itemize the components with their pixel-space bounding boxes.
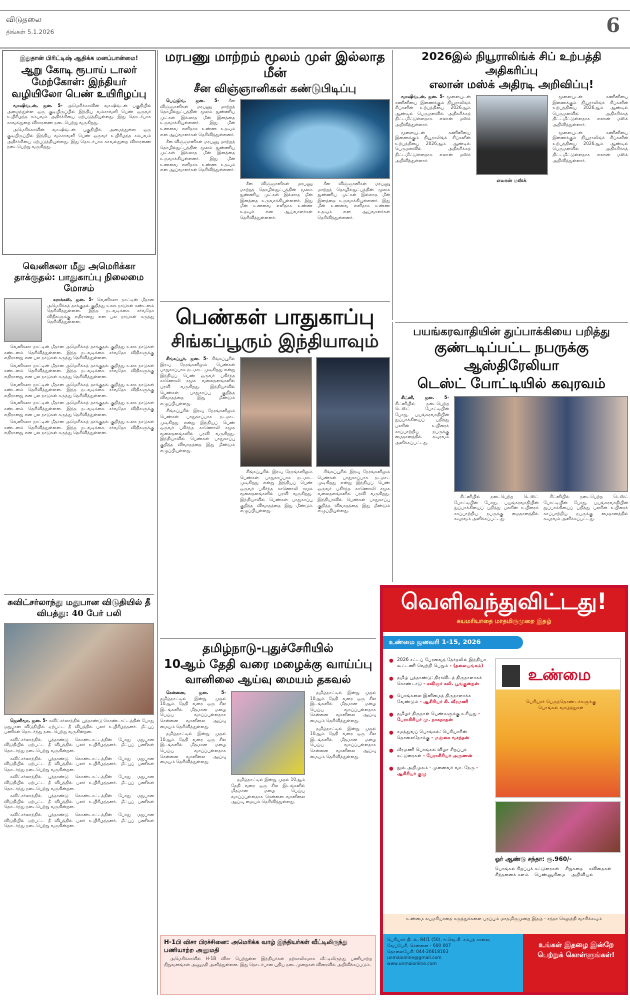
left-story-3-body-cont4: சுவிட்சர்லாந்தில் புத்தாண்டு கொண்டாட்டத்தின் போது மதுபான விடுதியில் ஏற்பட்ட தீ விபத்தில் பலர் உயிரிழந்தனர். மீட்புப் பணிகள் தொடர்ந்து நடைபெற்று வருகின்றன. — [4, 794, 154, 811]
ad-item: ● நூல் அறிமுகம் - முனைவர் வா. நேரு - ஆசிரியர் குழு — [389, 766, 489, 778]
center-bottom-body-cont: தமிழ்நாட்டில் இன்று முதல் 10ஆம் தேதி வரை ஒரு சில இடங்களில் மிதமான மழை பெய்ய வாய்ப்புள்ளதாக சென்னை வானிலை ஆய்வு மையம் தெரிவித்துள்ளது. — [160, 732, 226, 766]
ad-feature: பொங்கல் சிறப்புக் கட்டுரைகள் — [495, 867, 560, 872]
masthead — [0, 10, 630, 46]
left-story-2-body-cont3: வெனிசுலா நாட்டின் மீதான அமெரிக்கத் தாக்குதல் குறித்து உலக நாடுகள் கண்டனம் தெரிவித்துள்ளன. இந்த நடவடிக்கை சர்வதேச விதிகளுக்கு எதிரானது என பல நாடுகள் கருத்து தெரிவித்துள்ளன. — [4, 382, 154, 399]
right-mid-headline-2: டெஸ்ட் போட்டியில் கவுரவம் — [417, 376, 606, 392]
center-bottom-body-col2: தமிழ்நாட்டில் இன்று முதல் 10ஆம் தேதி வரை ஒரு சில இடங்களில் மிதமான மழை பெய்ய வாய்ப்புள்ளதாக சென்னை வானிலை ஆய்வு மையம் தெரிவித்துள்ளது. — [231, 778, 305, 806]
h1b-visa-body: அமெரிக்காவில் H-1B விசா பெற்றுள்ள இந்தியர்கள் தற்காலிகமாக வீட்டிலிருந்து பணியாற்ற நிறுவனங்கள் அனுமதி அளித்துள்ளன. இது தொடர்பான புதிய நடைமுறைகள் விரைவில் அறிவிக்கப்படும். — [164, 957, 372, 968]
left-story-3-body-cont2: சுவிட்சர்லாந்தில் புத்தாண்டு கொண்டாட்டத்தின் போது மதுபான விடுதியில் ஏற்பட்ட தீ விபத்தில் பலர் உயிரிழந்தனர். மீட்புப் பணிகள் தொடர்ந்து நடைபெற்று வருகின்றன. — [4, 756, 154, 773]
ad-item: ● சமத்துவப் பொங்கல்: பெரியாரின் தொலைநோக்கு - மஞ்சை வசந்தன் — [389, 730, 489, 742]
right-top-story — [395, 50, 628, 320]
right-mid-body-col2: சிட்னியில் நடைபெற்ற டெஸ்ட் போட்டியின் போது, பயங்கரவாதியின் துப்பாக்கியைப் பறித்து பலரின் உயிரைக் காப்பாற்றிய நபருக்கு மைதானத்தில் கவுரவம் அளிக்கப்பட்டது. — [543, 495, 628, 523]
center-bottom-headline-2: 10ஆம் தேதி வரை மழைக்கு வாய்ப்பு — [163, 657, 373, 671]
center-top-body-col2: சீன விஞ்ஞானிகள் மரபணு மாற்றத் தொழில்நுட்பத்தின் மூலம் நுண்ணிய முட்கள் இல்லாத மீன் இனத்தை உருவாக்கியுள்ளனர். இது மீன் உணவை எளிதாக உண்ண உதவும் என ஆய்வாளர்கள் தெரிவித்துள்ளனர். — [240, 182, 313, 221]
center-bottom-dateline: சென்னை, ஜன. 5- — [166, 691, 226, 696]
contact-address: பெரியார் திடல், 84/1 (50), ஈ.வெ.கி. சம்பத் சாலை, — [387, 938, 491, 943]
fish-photo — [240, 99, 390, 179]
center-mid-body-cont: சிங்கப்பூரில் இரவு நேரங்களிலும் பெண்கள் பாதுகாப்பாக நடமாட முடிகிறது என்று இந்தியப் பெண் ஒருவர் பகிர்ந்த காணொலி சமூக வலைதளங்களில் பரவி வருகிறது. இந்தியாவில் பெண்கள் பாதுகாப்பு குறித்த விவாதத்தை இது மீண்டும் எழுப்பியுள்ளது. — [160, 409, 235, 454]
left-story-3-headline: சுவிட்சர்லாந்து மதுபான விடுதியில் தீ விபத்து: 40 பேர் பலி — [7, 598, 151, 619]
left-story-2 — [4, 262, 154, 590]
magazine-cover — [495, 658, 621, 798]
ad-footer-note: உண்மை சுயமரியாதை கருத்துக்களை பரப்பும் மாதமிருமுறை இதழ் - சந்தா செலுத்தி வாசிக்கவும் — [383, 914, 625, 934]
left-story-1-body-cont: அமெரிக்காவின் வாஷிங்டன் பகுதியில் அமைந்துள்ள ஒரு குடியிருப்பில் இந்திய வம்சாவளி பெண் ஒருவர் உயிரிழந்த சம்பவம் அதிர்ச்சியை ஏற்படுத்தியுள்ளது. இது தொடர்பாக காவல்துறை விசாரணை நடைபெற்று வருகிறது. — [7, 128, 151, 151]
left-story-3-body-cont5: சுவிட்சர்லாந்தில் புத்தாண்டு கொண்டாட்டத்தின் போது மதுபான விடுதியில் ஏற்பட்ட தீ விபத்தில் பலர் உயிரிழந்தனர். மீட்புப் பணிகள் தொடர்ந்து நடைபெற்று வருகின்றன. — [4, 812, 154, 830]
ad-item: ● தமிழ் புத்தாண்டு: திராவிடத் திருநாளாகக் கொண்டாடு - கவிஞர் கலி. பூங்குன்றன் — [389, 676, 489, 688]
right-top-body: மூளையுடன் கணினியை இணைக்கும் நியூராலிங்க் சிப்களின் உற்பத்தியை 2026ஆம் ஆண்டில் பெருமளவில் அதிகரிக்கத் திட்டமிட்டுள்ளதாக எலான் மஸ்க் அறிவித்துள்ளார். — [395, 95, 471, 128]
ad-cta[interactable]: உங்கள் இதழை இன்றே பெற்றுக் கொள்ளுங்கள்! — [523, 934, 625, 992]
center-mid-body: சிங்கப்பூரில் இரவு நேரங்களிலும் பெண்கள் பாதுகாப்பாக நடமாட முடிகிறது என்று இந்தியப் பெண் ஒருவர் பகிர்ந்த காணொலி சமூக வலைதளங்களில் பரவி வருகிறது. இந்தியாவில் பெண்கள் பாதுகாப்பு குறித்த விவாதத்தை இது மீண்டும் எழுப்பியுள்ளது. — [160, 357, 235, 407]
contact-phone: தொலைபேசி: 044-26618163 — [387, 950, 449, 955]
left-story-2-body-cont5: வெனிசுலா நாட்டின் மீதான அமெரிக்கத் தாக்குதல் குறித்து உலக நாடுகள் கண்டனம் தெரிவித்துள்ளன. இந்த நடவடிக்கை சர்வதேச விதிகளுக்கு எதிரானது என பல நாடுகள் கருத்து தெரிவித்துள்ளன. — [4, 420, 154, 437]
left-story-3 — [4, 598, 154, 996]
center-top-headline: மரபணு மாற்றம் மூலம் முள் இல்லாத மீன் — [165, 50, 385, 81]
right-mid-kicker: பயங்கரவாதியின் துப்பாக்கியை பறித்து — [413, 325, 610, 338]
ad-feature: சிந்தனைக் களம் — [495, 872, 529, 878]
unmai-magazine-ad[interactable] — [380, 585, 628, 995]
left-story-3-dateline: ஜெனிவா, ஜன. 5- — [10, 719, 48, 724]
street-night-photo — [316, 357, 390, 467]
center-bottom-body-col3b: தமிழ்நாட்டில் இன்று முதல் 10ஆம் தேதி வரை ஒரு சில இடங்களில் மிதமான மழை பெய்ய வாய்ப்புள்ளதாக சென்னை வானிலை ஆய்வு மையம் தெரிவித்துள்ளது. — [310, 726, 376, 760]
right-mid-dateline: சிட்னி, ஜன. 5- — [401, 396, 449, 401]
right-top-body-col3: மூளையுடன் கணினியை இணைக்கும் நியூராலிங்க் சிப்களின் உற்பத்தியை 2026ஆம் ஆண்டில் பெருமளவில் அதிகரிக்கத் திட்டமிட்டுள்ளதாக எலான் மஸ்க் அறிவித்துள்ளார். — [552, 95, 628, 128]
left-story-1-dateline: வாஷிங்டன், ஜன. 5- — [13, 104, 63, 109]
right-top-headline: 2026இல் நியூராலிங்க் சிப் உற்பத்தி அதிகரிப்பு — [421, 50, 602, 77]
left-story-2-body: வெனிசுலா நாட்டின் மீதான அமெரிக்கத் தாக்குதல் குறித்து உலக நாடுகள் கண்டனம் தெரிவித்துள்ளன. இந்த நடவடிக்கை சர்வதேச விதிகளுக்கு எதிரானது என பல நாடுகள் கருத்து தெரிவித்துள்ளன. — [47, 298, 154, 326]
ad-contact-box — [383, 934, 523, 992]
center-bottom-headline-1: தமிழ்நாடு-புதுச்சேரியில் — [202, 641, 334, 655]
magazine-logo: உண்மை — [528, 665, 591, 684]
center-top-body-col3: சீன விஞ்ஞானிகள் மரபணு மாற்றத் தொழில்நுட்பத்தின் மூலம் நுண்ணிய முட்கள் இல்லாத மீன் இனத்தை உருவாக்கியுள்ளனர். இது மீன் உணவை எளிதாக உண்ண உதவும் என ஆய்வாளர்கள் தெரிவித்துள்ளனர். — [317, 182, 390, 221]
contact-city: வேப்பேரி, சென்னை - 600 007 — [387, 944, 451, 949]
author-photo — [4, 298, 42, 342]
right-mid-headline-1: குண்டடிப்பட்ட நபருக்கு ஆஸ்திரேலியா — [434, 340, 589, 374]
ad-banner — [383, 588, 625, 632]
h1b-visa-box — [160, 935, 376, 995]
divider — [160, 301, 390, 302]
divider — [4, 594, 154, 595]
divider — [395, 322, 628, 323]
ad-contents-list — [389, 658, 489, 912]
left-story-3-body: சுவிட்சர்லாந்தில் புத்தாண்டு கொண்டாட்டத்தின் போது மதுபான விடுதியில் ஏற்பட்ட தீ விபத்தில் பலர் உயிரிழந்தனர். மீட்புப் பணிகள் தொடர்ந்து நடைபெற்று வருகின்றன. — [4, 719, 154, 736]
ad-feature: கவிதைகள் — [588, 867, 612, 872]
left-story-1-body: அமெரிக்காவின் வாஷிங்டன் பகுதியில் அமைந்துள்ள ஒரு குடியிருப்பில் இந்திய வம்சாவளி பெண் ஒருவர் உயிரிழந்த சம்பவம் அதிர்ச்சியை ஏற்படுத்தியுள்ளது. இது தொடர்பாக காவல்துறை விசாரணை நடைபெற்று வருகிறது. — [7, 104, 152, 126]
left-story-1-headline: ஆறு கோடி ரூபாய் டாலர் மேற்கோள்: இந்தியர் வழியிலோ பெண் உயிரிழப்பு — [11, 65, 147, 100]
cricket-ceremony-photo — [454, 396, 628, 492]
column-divider — [392, 322, 393, 582]
left-story-2-dateline: கராக்கஸ், ஜன. 5- — [53, 298, 94, 303]
left-story-1 — [2, 50, 156, 255]
center-mid-headline-1: பெண்கள் பாதுகாப்பு — [175, 305, 375, 329]
left-story-2-body-cont4: வெனிசுலா நாட்டின் மீதான அமெரிக்கத் தாக்குதல் குறித்து உலக நாடுகள் கண்டனம் தெரிவித்துள்ளன. இந்த நடவடிக்கை சர்வதேச விதிகளுக்கு எதிரானது என பல நாடுகள் கருத்து தெரிவித்துள்ளன. — [4, 401, 154, 418]
pongal-celebration-photo — [495, 801, 621, 853]
ad-banner-tagline: சுயமரியாதை மாதமிருமுறை இதழ் — [456, 618, 552, 625]
center-bottom-story — [160, 640, 376, 930]
column-divider — [157, 50, 158, 995]
cover-text: பெரியார் பெருந்தொண்டர்களுக்கு பொங்கல் வாழ்த்துகள் — [526, 700, 596, 711]
right-top-dateline: வாஷிங்டன், ஜன. 5- — [401, 95, 445, 100]
center-mid-headline-2: சிங்கப்பூரும் இந்தியாவும் — [171, 331, 379, 352]
contact-website[interactable]: www.unmaionline.com — [387, 962, 437, 967]
center-mid-dateline: சிங்கப்பூர், ஜன. 5- — [166, 357, 209, 362]
center-bottom-body: தமிழ்நாட்டில் இன்று முதல் 10ஆம் தேதி வரை ஒரு சில இடங்களில் மிதமான மழை பெய்ய வாய்ப்புள்ளதாக சென்னை வானிலை ஆய்வு மையம் தெரிவித்துள்ளது. — [160, 696, 226, 730]
right-top-subheadline: எலான் மஸ்க் அதிரடி அறிவிப்பு! — [429, 78, 594, 91]
center-bottom-headline-3: வானிலை ஆய்வு மையம் தகவல் — [185, 673, 351, 686]
ad-footer — [383, 914, 625, 992]
left-story-3-body-cont3: சுவிட்சர்லாந்தில் புத்தாண்டு கொண்டாட்டத்தின் போது மதுபான விடுதியில் ஏற்பட்ட தீ விபத்தில் பலர் உயிரிழந்தனர். மீட்புப் பணிகள் தொடர்ந்து நடைபெற்று வருகின்றன. — [4, 775, 154, 792]
ad-issue-label: உண்மை ஜனவரி 1-15, 2026 — [383, 636, 523, 649]
left-story-2-headline: வெனிசுலா மீது அமெரிக்கா தாக்குதல்: பாதுகாப்பு நிலைமை மோசம் — [14, 262, 144, 294]
column-divider — [392, 50, 393, 320]
right-mid-body-cont: சிட்னியில் நடைபெற்ற டெஸ்ட் போட்டியின் போது, பயங்கரவாதியின் துப்பாக்கியைப் பறித்து பலரின் உயிரைக் காப்பாற்றிய நபருக்கு மைதானத்தில் கவுரவம் அளிக்கப்பட்டது. — [454, 495, 539, 523]
right-top-body-cont: மூளையுடன் கணினியை இணைக்கும் நியூராலிங்க் சிப்களின் உற்பத்தியை 2026ஆம் ஆண்டில் பெருமளவில் அதிகரிக்கத் திட்டமிட்டுள்ளதாக எலான் மஸ்க் அறிவித்துள்ளார். — [395, 130, 471, 164]
ad-feature: சிறுகதை — [565, 867, 583, 872]
h1b-visa-title: H-1பி விசா பிரச்சினை: அமெரிக்க வாழ் இந்தியர்கள் வீட்டிலிருந்து பணியாற்ற அனுமதி — [164, 939, 348, 954]
periyar-portrait — [502, 665, 520, 687]
left-story-2-body-cont: வெனிசுலா நாட்டின் மீதான அமெரிக்கத் தாக்குதல் குறித்து உலக நாடுகள் கண்டனம் தெரிவித்துள்ளன. இந்த நடவடிக்கை சர்வதேச விதிகளுக்கு எதிரானது என பல நாடுகள் கருத்து தெரிவித்துள்ளன. — [4, 345, 154, 362]
page-number: 6 — [606, 13, 620, 37]
center-top-subheadline: சீன விஞ்ஞானிகள் கண்டுபிடிப்பு — [193, 82, 357, 95]
elon-musk-photo — [476, 95, 548, 175]
divider — [160, 638, 376, 639]
center-mid-body-col2: சிங்கப்பூரில் இரவு நேரங்களிலும் பெண்கள் பாதுகாப்பாக நடமாட முடிகிறது என்று இந்தியப் பெண் ஒருவர் பகிர்ந்த காணொலி சமூக வலைதளங்களில் பரவி வருகிறது. இந்தியாவில் பெண்கள் பாதுகாப்பு குறித்த விவாதத்தை இது மீண்டும் எழுப்பியுள்ளது. — [240, 470, 313, 515]
left-story-1-kicker: இதுதான் பிரிட்டிஷ் ஆதிக்க மனப்பான்மை! — [19, 55, 139, 62]
center-top-body-cont: சீன விஞ்ஞானிகள் மரபணு மாற்றத் தொழில்நுட்பத்தின் மூலம் நுண்ணிய முட்கள் இல்லாத மீன் இனத்தை உருவாக்கியுள்ளனர். இது மீன் உணவை எளிதாக உண்ண உதவும் என ஆய்வாளர்கள் தெரிவித்துள்ளனர். — [160, 140, 235, 174]
center-top-dateline: பெய்ஜிங், ஜன. 5- — [166, 99, 220, 104]
ad-item: ● தமிழர் திருநாள் பெண்களுக்கு உரியது - பேராசிரியர் மு. நாகநாதன் — [389, 712, 489, 724]
masthead-rule — [0, 47, 630, 49]
ad-item: ● வீரமணி பொங்கல் விழா சிறப்புக் கட்டுரைகள் - பேராசிரியர் அருணன் — [389, 748, 489, 760]
ad-item: ● 2026 சட்டப் பேரவைத் தேர்தலில் இந்தியா கூட்டணி வெற்றி பெறும் - (தலையங்கம்) — [389, 658, 489, 670]
left-story-3-body-cont: சுவிட்சர்லாந்தில் புத்தாண்டு கொண்டாட்டத்தின் போது மதுபான விடுதியில் ஏற்பட்ட தீ விபத்தில் பலர் உயிரிழந்தனர். மீட்புப் பணிகள் தொடர்ந்து நடைபெற்று வருகின்றன. — [4, 737, 154, 754]
rain-umbrella-photo — [231, 691, 305, 775]
issue-date: திங்கள் 5.1.2026 — [6, 29, 55, 36]
center-top-body: சீன விஞ்ஞானிகள் மரபணு மாற்றத் தொழில்நுட்பத்தின் மூலம் நுண்ணிய முட்கள் இல்லாத மீன் இனத்தை உருவாக்கியுள்ளனர். இது மீன் உணவை எளிதாக உண்ண உதவும் என ஆய்வாளர்கள் தெரிவித்துள்ளனர். — [160, 99, 236, 138]
contact-email[interactable]: unmaionline@gmail.com — [387, 956, 442, 961]
ad-features-list — [495, 867, 621, 878]
paper-name: விடுதலை — [6, 15, 42, 24]
ad-feature: பெண்ணுரிமை — [534, 872, 566, 878]
fire-photo — [4, 623, 154, 715]
center-top-story — [160, 50, 390, 300]
center-bottom-body-col3: தமிழ்நாட்டில் இன்று முதல் 10ஆம் தேதி வரை ஒரு சில இடங்களில் மிதமான மழை பெய்ய வாய்ப்புள்ளதாக சென்னை வானிலை ஆய்வு மையம் தெரிவித்துள்ளது. — [310, 691, 376, 724]
right-mid-body: சிட்னியில் நடைபெற்ற டெஸ்ட் போட்டியின் போது, பயங்கரவாதியின் துப்பாக்கியைப் பறித்து பலரின் உயிரைக் காப்பாற்றிய நபருக்கு மைதானத்தில் கவுரவம் அளிக்கப்பட்டது. — [395, 401, 449, 446]
center-mid-body-col3: சிங்கப்பூரில் இரவு நேரங்களிலும் பெண்கள் பாதுகாப்பாக நடமாட முடிகிறது என்று இந்தியப் பெண் ஒருவர் பகிர்ந்த காணொலி சமூக வலைதளங்களில் பரவி வருகிறது. இந்தியாவில் பெண்கள் பாதுகாப்பு குறித்த விவாதத்தை இது மீண்டும் எழுப்பியுள்ளது. — [317, 470, 390, 515]
woman-photo — [240, 357, 312, 467]
ad-banner-title: வெளிவந்துவிட்டது! — [401, 590, 607, 615]
left-story-2-body-cont2: வெனிசுலா நாட்டின் மீதான அமெரிக்கத் தாக்குதல் குறித்து உலக நாடுகள் கண்டனம் தெரிவித்துள்ளன. இந்த நடவடிக்கை சர்வதேச விதிகளுக்கு எதிரானது என பல நாடுகள் கருத்து தெரிவித்துள்ளன. — [4, 363, 154, 380]
subscription-price: ஓர் ஆண்டு சந்தா: ரூ.960/- — [495, 856, 572, 863]
ad-feature: அறிவியல் — [571, 872, 594, 878]
ad-item: ● பொங்கலை இனிமைத் திருநாளாக்க வேண்டும் - ஆசிரியர் கி. வீரமணி — [389, 694, 489, 706]
photo-caption: எலான் மஸ்க் — [496, 178, 527, 184]
center-mid-story — [160, 304, 390, 634]
right-mid-story — [395, 325, 628, 580]
right-top-body-col3b: மூளையுடன் கணினியை இணைக்கும் நியூராலிங்க் சிப்களின் உற்பத்தியை 2026ஆம் ஆண்டில் பெருமளவில் அதிகரிக்கத் திட்டமிட்டுள்ளதாக எலான் மஸ்க் அறிவித்துள்ளார். — [552, 130, 628, 164]
